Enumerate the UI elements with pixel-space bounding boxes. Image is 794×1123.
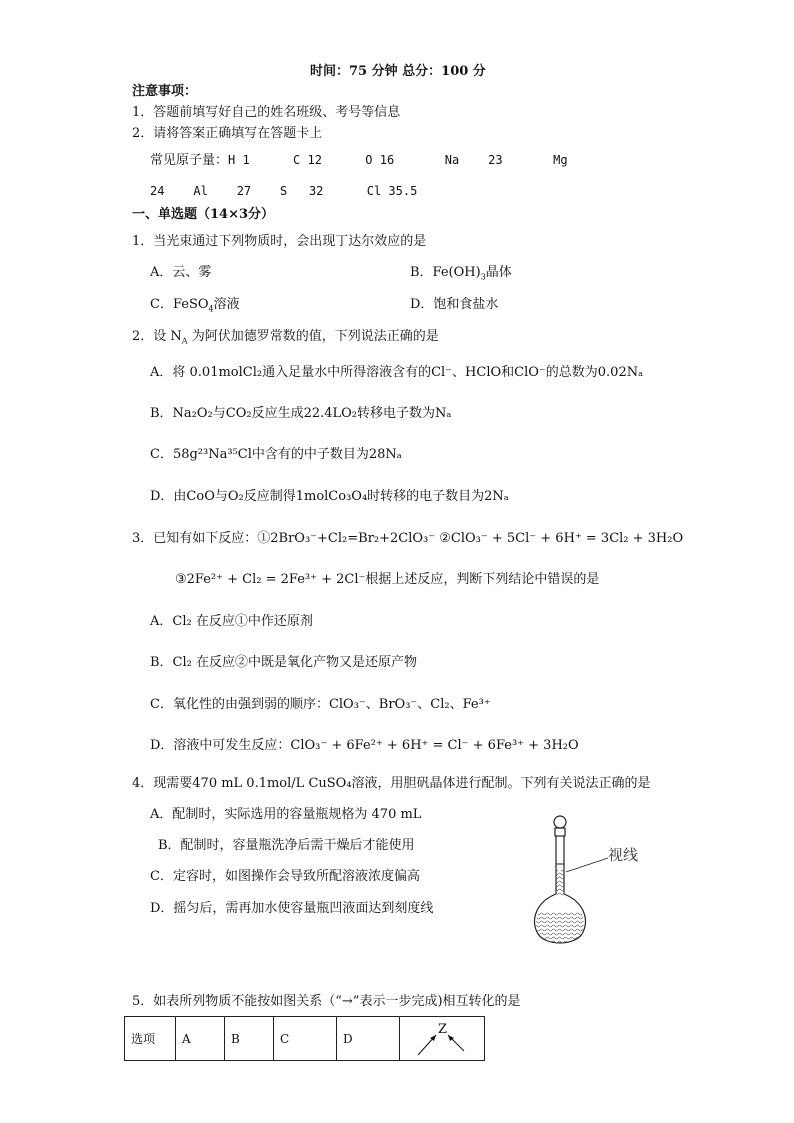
q2-stem-text: 2．设 N	[132, 329, 182, 344]
q3-stem: 3．已知有如下反应：①2BrO₃⁻+Cl₂=Br₂+2ClO₃⁻ ②ClO₃⁻ + 5Cl⁻ + 6H⁺ = 3Cl₂ + 3H₂O	[132, 531, 684, 546]
q2-option-b: B．Na₂O₂与CO₂反应生成22.4LO₂转移电子数为Nₐ	[150, 406, 452, 421]
volumetric-flask-figure	[528, 812, 668, 952]
table-header-d: D	[337, 1017, 400, 1061]
q5-stem: 5．如表所列物质不能按如图关系（“→”表示一步完成)相互转化的是	[132, 994, 521, 1009]
q3-option-a: A．Cl₂ 在反应①中作还原剂	[150, 614, 313, 629]
q1-option-b-sub: 3	[480, 272, 486, 282]
q5-options-table	[124, 1016, 485, 1061]
flask-stopper	[554, 816, 566, 828]
sight-line	[566, 858, 608, 872]
exam-time-info: 时间：75 分钟 总分：100 分	[310, 64, 486, 79]
q1-option-d: D．饱和食盐水	[410, 297, 499, 312]
table-header-c: C	[274, 1017, 337, 1061]
section-title: 一、单选题（14×3分）	[132, 207, 275, 222]
flask-neck-liquid	[557, 870, 564, 896]
q3-stem-2: ③2Fe²⁺ + Cl₂ = 2Fe³⁺ + 2Cl⁻根据上述反应，判断下列结论中错误的是	[175, 572, 600, 587]
q4-option-a: A．配制时，实际选用的容量瓶规格为 470 mL	[150, 807, 422, 822]
diagram-label-z: Z	[438, 1022, 448, 1037]
q3-option-b: B．Cl₂ 在反应②中既是氧化产物又是还原产物	[150, 655, 418, 670]
q1-stem: 1．当光束通过下列物质时，会出现丁达尔效应的是	[132, 234, 427, 249]
q1-option-c-post: 溶液	[213, 297, 240, 312]
atomic-mass-values-2: 24 Al 27 S 32 Cl 35.5	[150, 184, 418, 198]
flask-bulb-liquid	[536, 912, 584, 943]
q1-option-c	[150, 296, 240, 319]
atomic-mass-label: 常见原子量：	[150, 153, 229, 168]
q1-option-b-text: B．Fe(OH)	[410, 265, 481, 280]
q2-option-d: D．由CoO与O₂反应制得1molCo₃O₄时转移的电子数目为2Nₐ	[150, 489, 509, 504]
atomic-mass-row-1	[150, 151, 568, 170]
q3-option-c: C．氧化性的由强到弱的顺序：ClO₃⁻、BrO₃⁻、Cl₂、Fe³⁺	[150, 697, 491, 712]
table-header-b: B	[225, 1017, 274, 1061]
q2-stem-post: 为阿伏加德罗常数的值，下列说法正确的是	[187, 329, 439, 344]
q1-option-a: A．云、雾	[150, 265, 212, 280]
conversion-diagram	[400, 1017, 484, 1057]
q1-option-c-text: C．FeSO	[150, 297, 209, 312]
q3-option-d: D．溶液中可发生反应：ClO₃⁻ + 6Fe²⁺ + 6H⁺ = Cl⁻ + 6Fe³⁺ + 3H₂O	[150, 738, 579, 753]
q4-option-d: D．摇匀后，需再加水使容量瓶凹液面达到刻度线	[150, 901, 434, 916]
q4-stem: 4．现需要470 mL 0.1mol/L CuSO₄溶液，用胆矾晶体进行配制。下列有关说法正确的是	[132, 776, 651, 791]
notes-item-2: 2．请将答案正确填写在答题卡上	[132, 126, 323, 141]
table-diagram-cell	[400, 1017, 485, 1061]
notes-title: 注意事项：	[132, 84, 198, 99]
atomic-mass-values-1: H 1 C 12 O 16 Na 23 Mg	[228, 153, 568, 167]
q2-option-a: A．将 0.01molCl₂通入足量水中所得溶液含有的Cl⁻、HClO和ClO⁻的总数为0.02Nₐ	[150, 365, 644, 380]
q4-option-b: B．配制时，容量瓶洗净后需干燥后才能使用	[158, 838, 415, 853]
sight-line-label: 视线	[608, 846, 639, 864]
table-header-a: A	[176, 1017, 225, 1061]
q2-stem-sub: A	[181, 336, 188, 346]
q1-option-b	[410, 264, 512, 287]
q1-option-c-sub: 4	[208, 304, 214, 314]
q2-option-c: C．58g²³Na³⁵Cl中含有的中子数目为28Nₐ	[150, 447, 402, 462]
q2-stem	[132, 328, 439, 351]
q4-option-c: C．定容时，如图操作会导致所配溶液浓度偏高	[150, 869, 420, 884]
flask-stopper-neck	[555, 828, 565, 836]
table-header-option: 选项	[125, 1017, 176, 1061]
table-row	[125, 1017, 485, 1061]
q1-option-b-post: 晶体	[485, 265, 512, 280]
notes-item-1: 1．答题前填写好自己的姓名班级、考号等信息	[132, 105, 401, 120]
